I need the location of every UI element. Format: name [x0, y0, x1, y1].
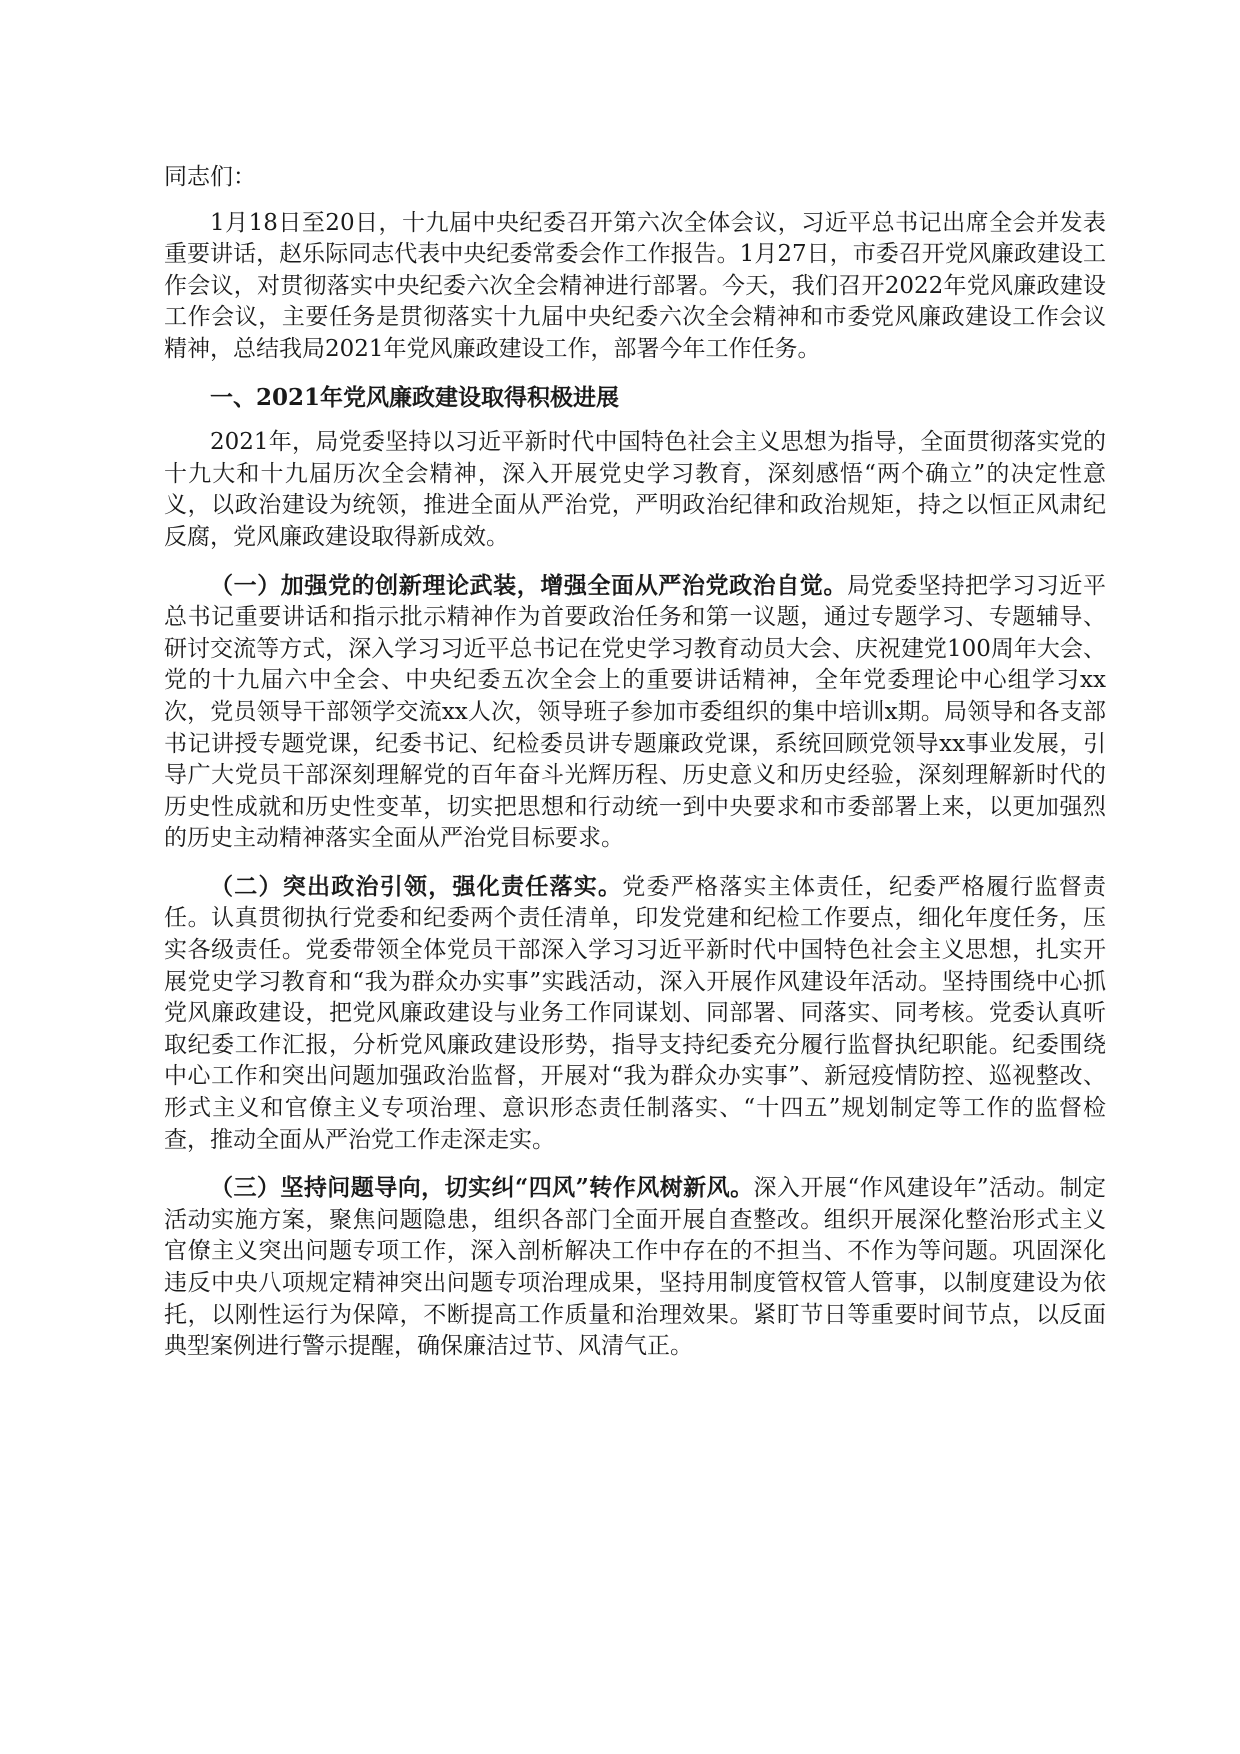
- item-body-3: 深入开展“作风建设年”活动。制定活动实施方案，聚焦问题隐患，组织各部门全面开展自查整改。组织开展深化整治形式主义官僚主义突出问题专项工作，深入剖析解决工作中存在的不担当、不作为等问题。巩固深化违反中央八项规定精神突出问题专项治理成果，坚持用制度管权管人管事，以制度建设为依托，以刚性运行为保障，不断提高工作质量和治理效果。紧盯节日等重要时间节点，以反面典型案例进行警示提醒，确保廉洁过节、风清气正。: [164, 1175, 1106, 1360]
- item-lead-3: （三）坚持问题导向，切实纠“四风”转作风树新风。: [210, 1174, 754, 1202]
- section-intro-paragraph: 2021年，局党委坚持以习近平新时代中国特色社会主义思想为指导，全面贯彻落实党的十九大和十九届历次全会精神，深入开展党史学习教育，深刻感悟“两个确立”的决定性意义，以政治建设为统领，推进全面从严治党，严明政治纪律和政治规矩，持之以恒正风肃纪反腐，党风廉政建设取得新成效。: [164, 429, 1106, 550]
- salutation: 同志们：: [164, 164, 256, 190]
- item-paragraph-1: [164, 570, 1106, 855]
- section-heading: 一、2021年党风廉政建设取得积极进展: [210, 383, 620, 411]
- item-lead-1: （一）加强党的创新理论武装，增强全面从严治党政治自觉。: [210, 571, 848, 599]
- intro-paragraph: 1月18日至20日，十九届中央纪委召开第六次全体会议，习近平总书记出席全会并发表重要讲话，赵乐际同志代表中央纪委常委会作工作报告。1月27日，市委召开党风廉政建设工作会议，对贯彻落实中央纪委六次全会精神进行部署。今天，我们召开2022年党风廉政建设工作会议，主要任务是贯彻落实十九届中央纪委六次全会精神和市委党风廉政建设工作会议精神，总结我局2021年党风廉政建设工作，部署今年工作任务。: [164, 209, 1106, 362]
- item-lead-2: （二）突出政治引领，强化责任落实。: [210, 872, 623, 900]
- item-body-1: 局党委坚持把学习习近平总书记重要讲话和指示批示精神作为首要政治任务和第一议题，通过专题学习、专题辅导、研讨交流等方式，深入学习习近平总书记在党史学习教育动员大会、庆祝建党100周年大会、党的十九届六中全会、中央纪委五次全会上的重要讲话精神，全年党委理论中心组学习xx次，党员领导干部领学交流xx人次，领导班子参加市委组织的集中培训x期。局领导和各支部书记讲授专题党课，纪委书记、纪检委员讲专题廉政党课，系统回顾党领导xx事业发展，引导广大党员干部深刻理解党的百年奋斗光辉历程、历史意义和历史经验，深刻理解新时代的历史性成就和历史性变革，切实把思想和行动统一到中央要求和市委部署上来，以更加强烈的历史主动精神落实全面从严治党目标要求。: [164, 572, 1107, 852]
- item-paragraph-3: [164, 1172, 1106, 1363]
- item-paragraph-2: [164, 871, 1106, 1156]
- item-body-2: 党委严格落实主体责任，纪委严格履行监督责任。认真贯彻执行党委和纪委两个责任清单，印发党建和纪检工作要点，细化年度任务，压实各级责任。党委带领全体党员干部深入学习习近平新时代中国特色社会主义思想，扎实开展党史学习教育和“我为群众办实事”实践活动，深入开展作风建设年活动。坚持围绕中心抓党风廉政建设，把党风廉政建设与业务工作同谋划、同部署、同落实、同考核。党委认真听取纪委工作汇报，分析党风廉政建设形势，指导支持纪委充分履行监督执纪职能。纪委围绕中心工作和突出问题加强政治监督，开展对“我为群众办实事”、新冠疫情防控、巡视整改、形式主义和官僚主义专项治理、意识形态责任制落实、“十四五”规划制定等工作的监督检查，推动全面从严治党工作走深走实。: [164, 873, 1106, 1153]
